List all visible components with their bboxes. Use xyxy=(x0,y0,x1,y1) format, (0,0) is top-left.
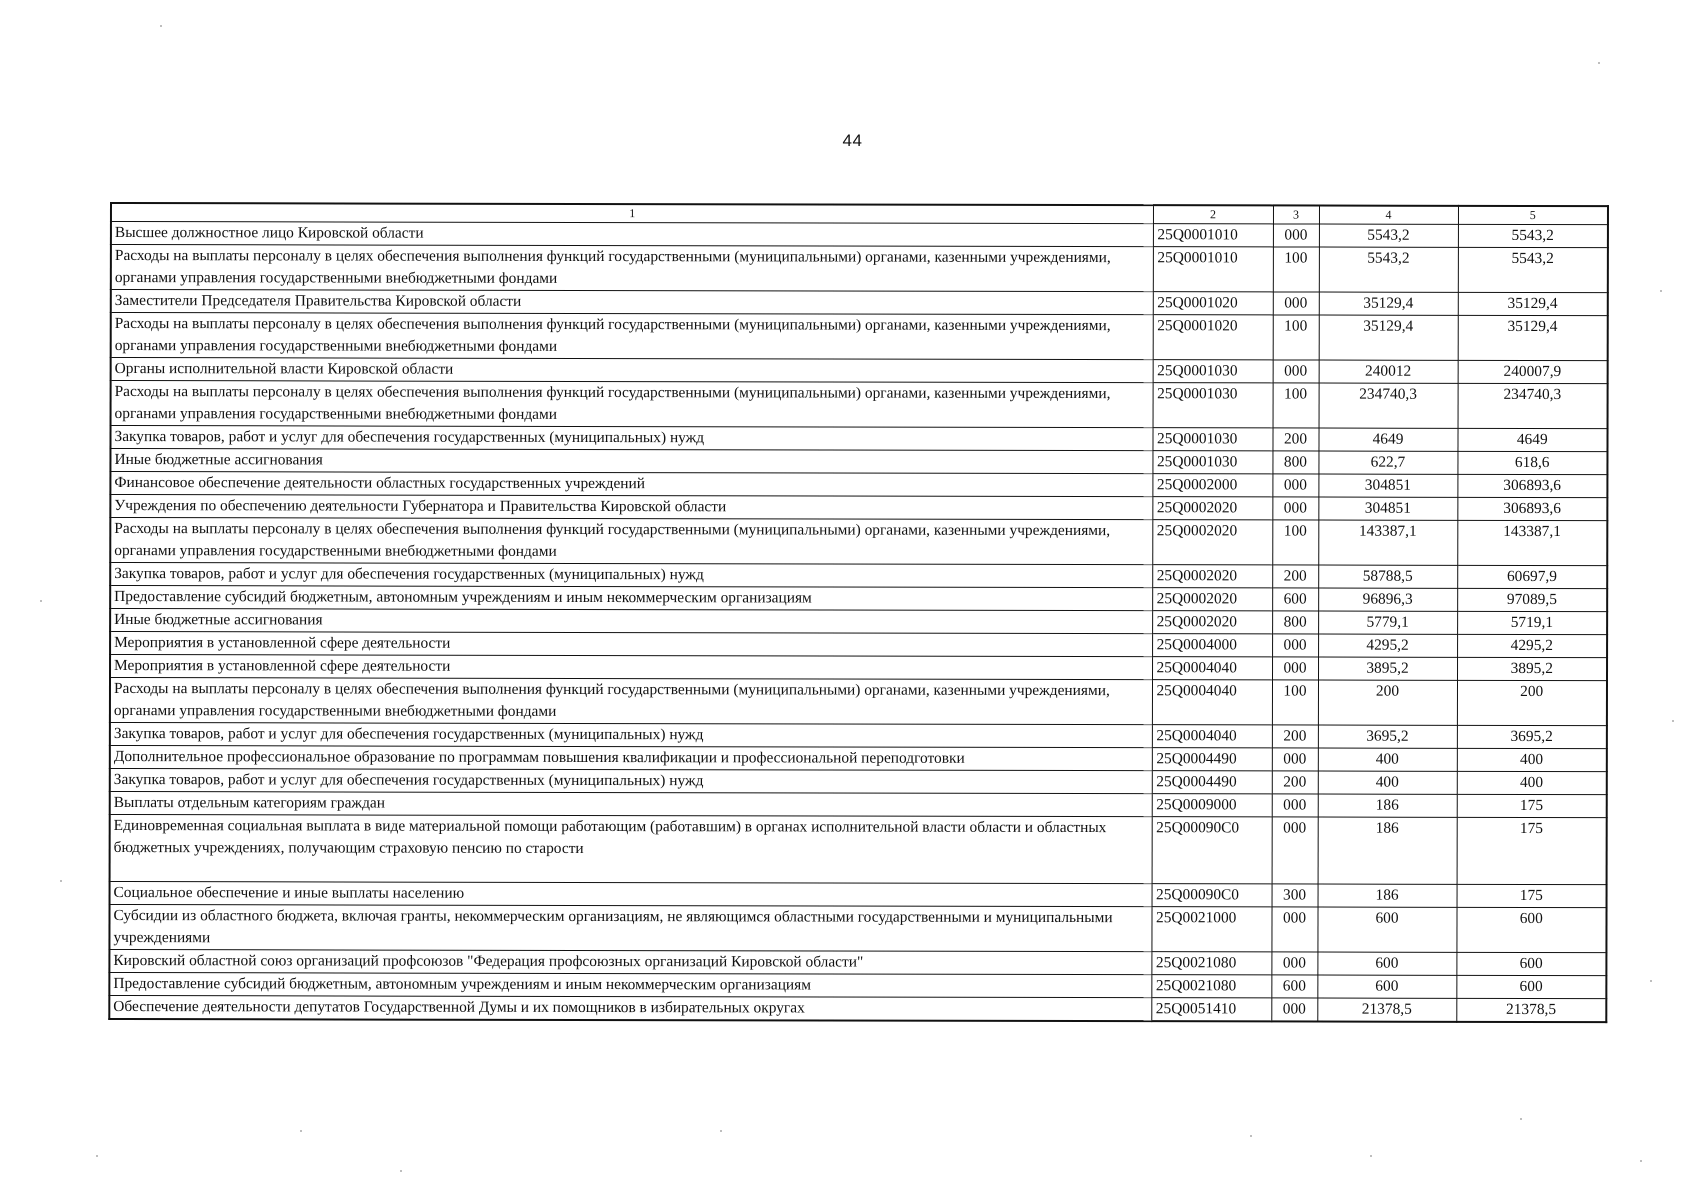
table-row xyxy=(109,905,1606,953)
row-expense-type: 100 xyxy=(1272,520,1318,565)
row-code: 25Q0004000 xyxy=(1152,634,1272,657)
row-name: Дополнительное профессиональное образование по программам повышения квалификации и профессиональной переподготовки xyxy=(110,746,1152,771)
scan-speck xyxy=(1660,290,1662,292)
row-code: 25Q0002020 xyxy=(1152,520,1272,565)
row-expense-type: 800 xyxy=(1272,611,1318,634)
table-row xyxy=(110,678,1607,726)
row-name: Иные бюджетные ассигнования xyxy=(110,449,1152,474)
scan-speck xyxy=(1672,720,1674,722)
row-code: 25Q0051410 xyxy=(1151,998,1271,1022)
row-name: Кировский областной союз организаций профсоюзов "Федерация профсоюзных организаций Кировской области" xyxy=(109,950,1151,975)
row-name: Закупка товаров, работ и услуг для обеспечения государственных (муниципальных) нужд xyxy=(110,769,1152,794)
row-amount-col5: 175 xyxy=(1457,884,1607,907)
row-expense-type: 000 xyxy=(1272,634,1318,657)
scan-speck xyxy=(400,1170,402,1172)
row-expense-type: 300 xyxy=(1272,884,1318,907)
row-code: 25Q0001010 xyxy=(1153,247,1273,292)
row-name: Единовременная социальная выплата в виде материальной помощи работающим (работавшим) в органах исполнительной власти области и областных бюджетных учреждениях, получающим страховую пенсию по старости xyxy=(110,815,1152,884)
row-name: Финансовое обеспечение деятельности областных государственных учреждений xyxy=(110,472,1152,497)
row-code: 25Q0021000 xyxy=(1151,907,1271,952)
row-amount-col4: 200 xyxy=(1318,680,1457,725)
budget-sheet xyxy=(108,202,1607,1023)
row-expense-type: 000 xyxy=(1272,748,1318,771)
row-code: 25Q0004040 xyxy=(1152,725,1272,748)
scan-speck xyxy=(720,1130,722,1132)
row-amount-col4: 4649 xyxy=(1318,428,1457,451)
scan-speck xyxy=(300,1130,302,1132)
row-name: Социальное обеспечение и иные выплаты населению xyxy=(110,882,1152,907)
row-name: Расходы на выплаты персоналу в целях обеспечения выполнения функций государственными (муниципальными) органами, казенными учреждениями, органами управления государственными внебюджетными фондами xyxy=(111,381,1153,428)
row-code: 25Q0002020 xyxy=(1152,497,1272,520)
row-name: Расходы на выплаты персоналу в целях обеспечения выполнения функций государственными (муниципальными) органами, казенными учреждениями, органами управления государственными внебюджетными фондами xyxy=(111,313,1153,360)
budget-table xyxy=(108,202,1609,1023)
table-row xyxy=(110,586,1607,612)
row-expense-type: 100 xyxy=(1273,247,1319,292)
row-amount-col5: 618,6 xyxy=(1457,451,1607,474)
row-expense-type: 200 xyxy=(1272,428,1318,451)
column-header-1: 1 xyxy=(111,203,1153,224)
row-name: Иные бюджетные ассигнования xyxy=(110,609,1152,634)
row-amount-col5: 3895,2 xyxy=(1457,657,1607,680)
row-code: 25Q0004040 xyxy=(1152,680,1272,725)
row-expense-type: 600 xyxy=(1272,588,1318,611)
row-amount-col5: 306893,6 xyxy=(1457,474,1607,497)
row-expense-type: 000 xyxy=(1272,474,1318,497)
row-amount-col4: 600 xyxy=(1317,975,1456,998)
row-code: 25Q0021080 xyxy=(1151,975,1271,998)
row-amount-col5: 234740,3 xyxy=(1458,383,1608,428)
row-expense-type: 100 xyxy=(1273,315,1319,360)
row-amount-col5: 306893,6 xyxy=(1457,497,1607,520)
table-row xyxy=(110,815,1607,885)
row-expense-type: 800 xyxy=(1272,451,1318,474)
row-name: Заместители Председателя Правительства Кировской области xyxy=(111,290,1153,315)
row-amount-col4: 234740,3 xyxy=(1319,383,1458,428)
row-amount-col4: 304851 xyxy=(1318,474,1457,497)
row-amount-col5: 200 xyxy=(1457,680,1607,725)
row-expense-type: 000 xyxy=(1271,998,1317,1022)
row-name: Расходы на выплаты персоналу в целях обеспечения выполнения функций государственными (муниципальными) органами, казенными учреждениями, органами управления государственными внебюджетными фондами xyxy=(110,518,1152,565)
scan-speck xyxy=(60,880,62,882)
row-code: 25Q0001020 xyxy=(1153,292,1273,315)
row-expense-type: 600 xyxy=(1271,975,1317,998)
row-expense-type: 000 xyxy=(1271,907,1317,952)
row-amount-col4: 3895,2 xyxy=(1318,657,1457,680)
row-code: 25Q0002020 xyxy=(1152,611,1272,634)
table-row xyxy=(110,609,1607,635)
row-amount-col5: 97089,5 xyxy=(1457,588,1607,611)
row-code: 25Q0001030 xyxy=(1153,383,1273,428)
row-name: Учреждения по обеспечению деятельности Губернатора и Правительства Кировской области xyxy=(110,495,1152,520)
row-amount-col4: 35129,4 xyxy=(1319,315,1458,360)
row-name: Выплаты отдельным категориям граждан xyxy=(110,792,1152,817)
table-row xyxy=(110,632,1607,658)
column-header-2: 2 xyxy=(1153,205,1273,224)
table-row xyxy=(110,518,1607,566)
row-name: Органы исполнительной власти Кировской области xyxy=(111,358,1153,383)
row-amount-col4: 96896,3 xyxy=(1318,588,1457,611)
table-row xyxy=(111,290,1608,316)
scan-speck xyxy=(96,1155,98,1157)
row-name: Закупка товаров, работ и услуг для обеспечения государственных (муниципальных) нужд xyxy=(110,426,1152,451)
table-row xyxy=(110,426,1607,452)
table-row xyxy=(110,746,1607,772)
row-expense-type: 000 xyxy=(1272,657,1318,680)
row-amount-col5: 175 xyxy=(1457,817,1607,884)
row-code: 25Q0009000 xyxy=(1152,794,1272,817)
row-amount-col4: 600 xyxy=(1317,952,1456,975)
row-code: 25Q0002020 xyxy=(1152,565,1272,588)
row-amount-col4: 21378,5 xyxy=(1317,998,1456,1022)
table-row xyxy=(109,996,1606,1023)
row-amount-col5: 5719,1 xyxy=(1457,611,1607,634)
row-amount-col4: 5543,2 xyxy=(1319,247,1458,292)
row-name: Закупка товаров, работ и услуг для обеспечения государственных (муниципальных) нужд xyxy=(110,563,1152,588)
row-code: 25Q0004490 xyxy=(1152,771,1272,794)
table-row xyxy=(110,449,1607,475)
row-expense-type: 000 xyxy=(1272,817,1318,884)
row-amount-col5: 35129,4 xyxy=(1458,315,1608,360)
row-amount-col4: 35129,4 xyxy=(1319,292,1458,315)
row-name: Высшее должностное лицо Кировской области xyxy=(111,222,1153,247)
row-name: Субсидии из областного бюджета, включая гранты, некоммерческим организациям, не являющимся областными государственными и муниципальными учреждениями xyxy=(109,905,1151,952)
row-amount-col5: 143387,1 xyxy=(1457,520,1607,565)
row-code: 25Q0001020 xyxy=(1153,315,1273,360)
row-name: Расходы на выплаты персоналу в целях обеспечения выполнения функций государственными (муниципальными) органами, казенными учреждениями, органами управления государственными внебюджетными фондами xyxy=(111,245,1153,292)
row-amount-col4: 58788,5 xyxy=(1318,565,1457,588)
page-number: 44 xyxy=(842,131,863,150)
row-name: Расходы на выплаты персоналу в целях обеспечения выполнения функций государственными (муниципальными) органами, казенными учреждениями, органами управления государственными внебюджетными фондами xyxy=(110,678,1152,725)
scan-speck xyxy=(1640,1160,1642,1162)
row-amount-col4: 3695,2 xyxy=(1318,725,1457,748)
row-code: 25Q0004490 xyxy=(1152,748,1272,771)
row-name: Закупка товаров, работ и услуг для обеспечения государственных (муниципальных) нужд xyxy=(110,723,1152,748)
table-body xyxy=(109,222,1608,1023)
row-amount-col5: 5543,2 xyxy=(1458,224,1608,247)
row-amount-col4: 600 xyxy=(1317,907,1456,952)
row-name: Предоставление субсидий бюджетным, автономным учреждениям и иным некоммерческим организациям xyxy=(109,973,1151,998)
row-amount-col4: 5779,1 xyxy=(1318,611,1457,634)
row-amount-col4: 186 xyxy=(1318,817,1457,884)
table-row xyxy=(111,222,1608,248)
row-amount-col4: 186 xyxy=(1318,884,1457,907)
row-expense-type: 000 xyxy=(1272,497,1318,520)
row-expense-type: 000 xyxy=(1272,794,1318,817)
scan-speck xyxy=(1250,1135,1252,1137)
row-amount-col5: 600 xyxy=(1456,975,1606,998)
row-code: 25Q0001030 xyxy=(1152,428,1272,451)
row-code: 25Q0001010 xyxy=(1153,224,1273,247)
row-amount-col4: 4295,2 xyxy=(1318,634,1457,657)
table-row xyxy=(110,495,1607,521)
table-row xyxy=(110,563,1607,589)
row-name: Обеспечение деятельности депутатов Государственной Думы и их помощников в избирательных округах xyxy=(109,996,1151,1022)
column-header-4: 4 xyxy=(1319,206,1458,225)
row-code: 25Q00090C0 xyxy=(1152,817,1272,884)
row-code: 25Q0002000 xyxy=(1152,474,1272,497)
row-amount-col5: 400 xyxy=(1457,748,1607,771)
row-code: 25Q0001030 xyxy=(1153,360,1273,383)
row-expense-type: 000 xyxy=(1273,292,1319,315)
row-code: 25Q0004040 xyxy=(1152,657,1272,680)
row-code: 25Q0002020 xyxy=(1152,588,1272,611)
table-row xyxy=(111,313,1608,361)
scan-speck xyxy=(1650,980,1652,982)
row-amount-col5: 4295,2 xyxy=(1457,634,1607,657)
row-code: 25Q00090C0 xyxy=(1152,884,1272,907)
row-amount-col4: 143387,1 xyxy=(1318,520,1457,565)
row-amount-col5: 35129,4 xyxy=(1458,292,1608,315)
table-row xyxy=(110,472,1607,498)
table-row xyxy=(109,973,1606,999)
row-expense-type: 000 xyxy=(1273,224,1319,247)
row-expense-type: 100 xyxy=(1272,680,1318,725)
row-expense-type: 000 xyxy=(1273,360,1319,383)
row-amount-col5: 600 xyxy=(1456,952,1606,975)
row-expense-type: 100 xyxy=(1273,383,1319,428)
row-amount-col5: 5543,2 xyxy=(1458,247,1608,292)
row-amount-col4: 622,7 xyxy=(1318,451,1457,474)
column-header-3: 3 xyxy=(1273,205,1319,224)
row-amount-col5: 4649 xyxy=(1457,428,1607,451)
row-amount-col5: 600 xyxy=(1456,907,1606,952)
scan-speck xyxy=(160,25,162,27)
row-amount-col5: 175 xyxy=(1457,794,1607,817)
row-name: Мероприятия в установленной сфере деятельности xyxy=(110,655,1152,680)
row-amount-col4: 400 xyxy=(1318,771,1457,794)
row-expense-type: 200 xyxy=(1272,771,1318,794)
row-amount-col4: 186 xyxy=(1318,794,1457,817)
row-code: 25Q0001030 xyxy=(1152,451,1272,474)
scan-speck xyxy=(1520,1118,1522,1120)
row-amount-col5: 60697,9 xyxy=(1457,565,1607,588)
row-expense-type: 200 xyxy=(1272,725,1318,748)
table-row xyxy=(110,792,1607,818)
row-expense-type: 200 xyxy=(1272,565,1318,588)
row-name: Предоставление субсидий бюджетным, автономным учреждениям и иным некоммерческим организациям xyxy=(110,586,1152,611)
row-name: Мероприятия в установленной сфере деятельности xyxy=(110,632,1152,657)
scan-speck xyxy=(40,600,42,602)
table-row xyxy=(110,655,1607,681)
scan-speck xyxy=(1370,1155,1372,1157)
table-row xyxy=(111,358,1608,384)
table-row xyxy=(109,950,1606,976)
table-row xyxy=(111,245,1608,293)
row-amount-col4: 240012 xyxy=(1319,360,1458,383)
table-row xyxy=(110,769,1607,795)
row-expense-type: 000 xyxy=(1271,952,1317,975)
row-code: 25Q0021080 xyxy=(1151,952,1271,975)
row-amount-col4: 5543,2 xyxy=(1319,224,1458,247)
table-row xyxy=(110,882,1607,908)
table-row xyxy=(110,723,1607,749)
row-amount-col5: 240007,9 xyxy=(1458,360,1608,383)
row-amount-col5: 21378,5 xyxy=(1456,998,1606,1022)
row-amount-col4: 304851 xyxy=(1318,497,1457,520)
scan-speck xyxy=(1598,62,1600,64)
table-row xyxy=(111,381,1608,429)
row-amount-col5: 400 xyxy=(1457,771,1607,794)
row-amount-col4: 400 xyxy=(1318,748,1457,771)
column-header-5: 5 xyxy=(1458,206,1608,225)
row-amount-col5: 3695,2 xyxy=(1457,725,1607,748)
